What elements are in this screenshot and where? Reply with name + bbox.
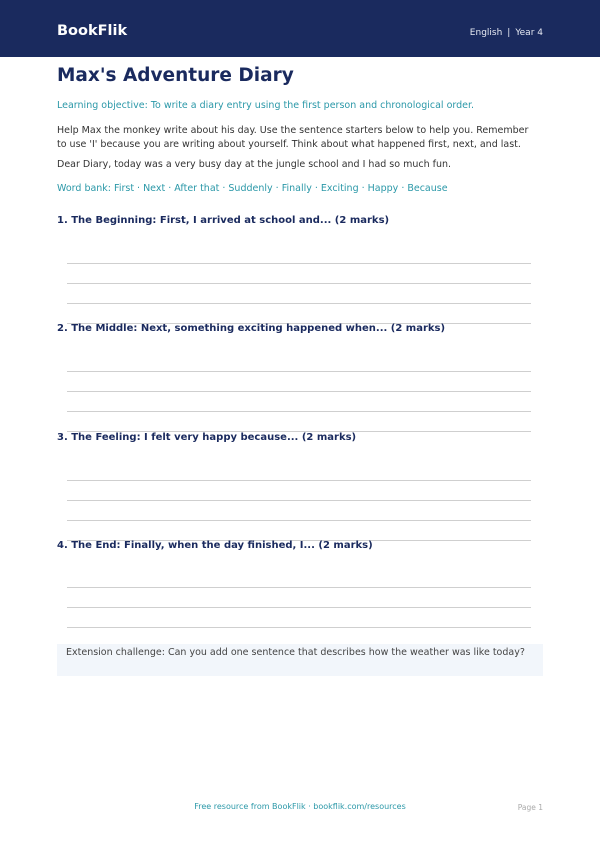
word-bank-word: First [114, 183, 135, 194]
answer-line[interactable] [67, 500, 531, 501]
word-bank-word: After that [174, 183, 220, 194]
answer-line[interactable] [67, 303, 531, 304]
learning-objective: Learning objective: To write a diary entry using the first person and chronological order. [57, 100, 475, 111]
question-1-heading: 1. The Beginning: First, I arrived at school and... (2 marks) [57, 215, 390, 226]
word-separator: · [314, 183, 318, 194]
extension-text: Extension challenge: Can you add one sentence that describes how the weather was like today? [66, 647, 525, 658]
page-header [0, 0, 600, 57]
word-bank-word: Because [407, 183, 448, 194]
word-separator: · [275, 183, 279, 194]
extension-challenge [57, 644, 543, 676]
word-bank-word: Suddenly [228, 183, 273, 194]
question-3-heading: 3. The Feeling: I felt very happy because... (2 marks) [57, 432, 357, 443]
page-title: Max's Adventure Diary [57, 65, 294, 86]
answer-line[interactable] [67, 480, 531, 481]
word-bank-word: Finally [281, 183, 312, 194]
instructions: Help Max the monkey write about his day. Use the sentence starters below to help you. Remember to use 'I' because you are writing about yourself. Think about what happened first, next, and last. [57, 125, 529, 150]
word-bank-label: Word bank: [57, 183, 112, 194]
word-separator: · [137, 183, 141, 194]
answer-line[interactable] [67, 283, 531, 284]
word-bank-word: Next [143, 183, 166, 194]
question-2-heading: 2. The Middle: Next, something exciting happened when... (2 marks) [57, 323, 446, 334]
question-4-heading: 4. The End: Finally, when the day finished, I... (2 marks) [57, 540, 373, 551]
word-bank-word: Happy [367, 183, 399, 194]
footer-credit: Free resource from BookFlik · bookflik.com/resources [194, 802, 406, 811]
answer-line[interactable] [67, 371, 531, 372]
page-number: Page 1 [517, 803, 543, 812]
subject-year [470, 28, 543, 38]
answer-line[interactable] [67, 391, 531, 392]
word-bank-word: Exciting [320, 183, 359, 194]
answer-line[interactable] [67, 263, 531, 264]
answer-line[interactable] [67, 587, 531, 588]
answer-line[interactable] [67, 520, 531, 521]
word-separator: · [222, 183, 226, 194]
year-label: Year 4 [515, 28, 543, 38]
word-separator: · [361, 183, 365, 194]
word-separator: · [168, 183, 172, 194]
answer-line[interactable] [67, 607, 531, 608]
brand-logo: BookFlik [57, 23, 128, 39]
dear-diary-text: Dear Diary, today was a very busy day at the jungle school and I had so much fun. [57, 159, 452, 170]
answer-line[interactable] [67, 411, 531, 412]
subject-label: English [469, 28, 503, 38]
meta-separator: | [507, 28, 511, 38]
answer-line[interactable] [67, 627, 531, 628]
word-separator: · [401, 183, 405, 194]
word-bank [57, 183, 448, 194]
